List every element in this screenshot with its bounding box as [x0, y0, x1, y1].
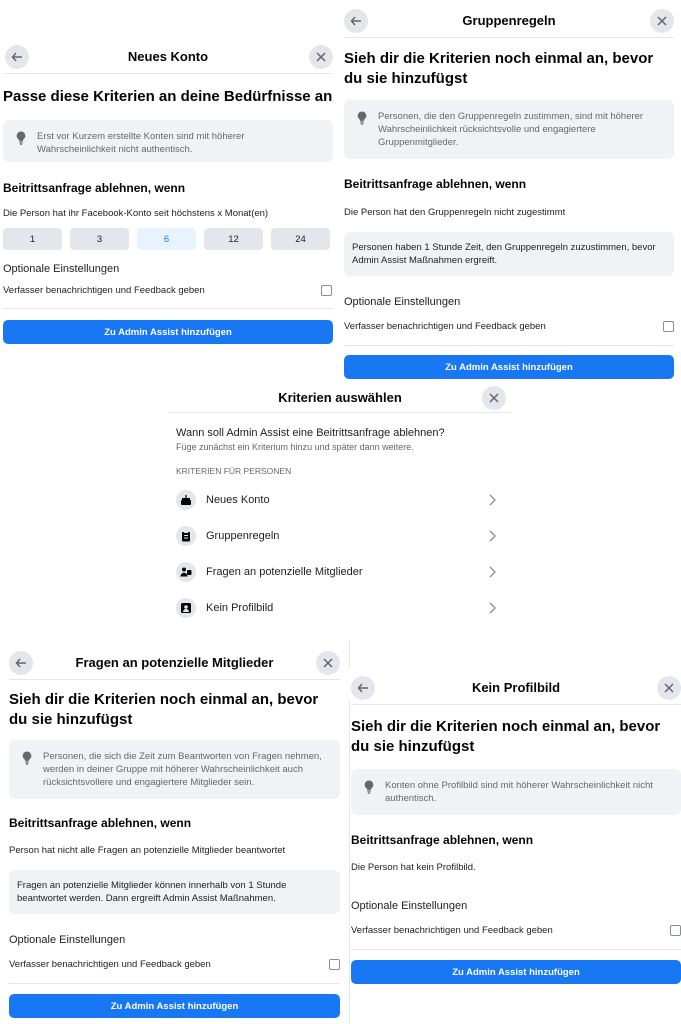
chevron-right-icon: [488, 494, 496, 506]
back-arrow-icon: [11, 51, 23, 63]
panel-select-criteria: [168, 383, 512, 633]
add-to-admin-assist-button[interactable]: Zu Admin Assist hinzufügen: [3, 320, 333, 344]
close-icon: [489, 393, 499, 403]
criterion-group-rules[interactable]: [176, 518, 500, 554]
person-question-icon: [176, 562, 196, 582]
separator-line: [349, 640, 350, 668]
page-heading: Sieh dir die Kriterien noch einmal an, bevor du sie hinzufügst: [9, 691, 319, 728]
notify-checkbox[interactable]: [670, 925, 681, 936]
panel-new-account: [3, 40, 333, 360]
notify-row: [9, 959, 340, 970]
header: [9, 646, 340, 680]
back-arrow-icon: [357, 682, 369, 694]
divider: [9, 983, 340, 984]
close-button[interactable]: [309, 45, 333, 69]
back-button[interactable]: [351, 676, 375, 700]
divider: [344, 345, 674, 346]
notify-row: [344, 321, 674, 332]
criterion-member-questions[interactable]: [176, 554, 500, 590]
notify-row: [3, 285, 333, 296]
chevron-right-icon: [488, 566, 496, 578]
close-button[interactable]: [316, 651, 340, 675]
close-icon: [664, 683, 674, 693]
month-selector: [3, 228, 333, 250]
cake-icon: [176, 490, 196, 510]
info-text: Erst vor Kurzem erstellte Konten sind mit höherer Wahrscheinlichkeit nicht authentisch.: [37, 131, 245, 155]
month-option-12[interactable]: 12: [204, 228, 263, 250]
optional-heading: Optionale Einstellungen: [3, 263, 120, 275]
decline-heading: Beitrittsanfrage ablehnen, wenn: [3, 181, 186, 195]
divider: [351, 949, 681, 950]
condition-text: Die Person hat ihr Facebook-Konto seit höchstens x Monat(en): [3, 208, 269, 219]
page-heading: Passe diese Kriterien an deine Bedürfnisse an: [3, 88, 333, 105]
criterion-label: Gruppenregeln: [206, 530, 280, 542]
panel-title: Neues Konto: [127, 49, 209, 64]
condition-text: Person hat nicht alle Fragen an potenzielle Mitglieder beantwortet: [9, 845, 286, 856]
close-button[interactable]: [650, 9, 674, 33]
info-text: Konten ohne Profilbild sind mit höherer Wahrscheinlichkeit nicht authentisch.: [385, 780, 653, 804]
notify-label: Verfasser benachrichtigen und Feedback geben: [351, 925, 553, 936]
page-heading: Sieh dir die Kriterien noch einmal an, bevor du sie hinzufügst: [344, 50, 654, 87]
back-arrow-icon: [350, 15, 362, 27]
criterion-new-account[interactable]: [176, 482, 500, 518]
decline-heading: Beitrittsanfrage ablehnen, wenn: [351, 833, 534, 847]
close-icon: [316, 52, 326, 62]
panel-title: Kein Profilbild: [471, 680, 561, 695]
notify-row: [351, 925, 681, 936]
notify-checkbox[interactable]: [663, 321, 674, 332]
notify-label: Verfasser benachrichtigen und Feedback geben: [3, 285, 205, 296]
page-heading: Sieh dir die Kriterien noch einmal an, bevor du sie hinzufügst: [351, 718, 661, 755]
header: [3, 40, 333, 74]
lightbulb-icon: [363, 780, 375, 794]
hint-text: Füge zunächst ein Kriterium hinzu und später dann weitere.: [176, 442, 414, 452]
question-text: Wann soll Admin Assist eine Beitrittsanfrage ablehnen?: [176, 427, 445, 439]
month-option-3[interactable]: 3: [70, 228, 129, 250]
add-to-admin-assist-button[interactable]: Zu Admin Assist hinzufügen: [344, 355, 674, 379]
optional-heading: Optionale Einstellungen: [344, 296, 461, 308]
criterion-label: Neues Konto: [206, 494, 270, 506]
clipboard-icon: [176, 526, 196, 546]
back-button[interactable]: [5, 45, 29, 69]
condition-text: Die Person hat den Gruppenregeln nicht zugestimmt: [344, 207, 566, 218]
close-button[interactable]: [482, 386, 506, 410]
optional-heading: Optionale Einstellungen: [9, 934, 126, 946]
note-box: Personen haben 1 Stunde Zeit, den Gruppenregeln zuzustimmen, bevor Admin Assist Maßnahmen ergreift.: [344, 232, 674, 276]
lightbulb-icon: [15, 131, 27, 145]
close-button[interactable]: [657, 676, 681, 700]
header: [344, 4, 674, 38]
decline-heading: Beitrittsanfrage ablehnen, wenn: [344, 177, 527, 191]
back-button[interactable]: [344, 9, 368, 33]
close-icon: [657, 16, 667, 26]
info-box: [351, 769, 681, 815]
info-box: [9, 740, 340, 799]
note-box: Fragen an potenzielle Mitglieder können innerhalb von 1 Stunde beantwortet werden. Dann ergreift Admin Assist Maßnahmen.: [9, 870, 340, 914]
back-button[interactable]: [9, 651, 33, 675]
panel-title: Kriterien auswählen: [278, 390, 402, 405]
criterion-label: Fragen an potenzielle Mitglieder: [206, 566, 363, 578]
info-box: [344, 100, 674, 159]
panel-member-questions: [9, 646, 340, 1020]
close-icon: [323, 658, 333, 668]
divider: [3, 308, 333, 309]
criterion-no-profile-picture[interactable]: [176, 590, 500, 626]
panel-no-profile-picture: [351, 671, 681, 991]
info-text: Personen, die sich die Zeit zum Beantworten von Fragen nehmen, werden in deiner Gruppe mit höherer Wahrscheinlichkeit auch rücksichtsvollere und engagiertere Mitglieder sein.: [43, 751, 322, 788]
condition-text: Die Person hat kein Profilbild.: [351, 862, 476, 873]
chevron-right-icon: [488, 602, 496, 614]
decline-heading: Beitrittsanfrage ablehnen, wenn: [9, 816, 192, 830]
back-arrow-icon: [15, 657, 27, 669]
notify-label: Verfasser benachrichtigen und Feedback geben: [344, 321, 546, 332]
header: [351, 671, 681, 705]
add-to-admin-assist-button[interactable]: Zu Admin Assist hinzufügen: [351, 960, 681, 984]
criterion-label: Kein Profilbild: [206, 602, 274, 614]
info-box: [3, 120, 333, 162]
month-option-1[interactable]: 1: [3, 228, 62, 250]
separator-line: [349, 700, 350, 1024]
add-to-admin-assist-button[interactable]: Zu Admin Assist hinzufügen: [9, 994, 340, 1018]
header: [168, 383, 512, 413]
chevron-right-icon: [488, 530, 496, 542]
panel-title: Gruppenregeln: [462, 13, 556, 28]
panel-title: Fragen an potenzielle Mitglieder: [75, 655, 274, 670]
lightbulb-icon: [21, 751, 33, 765]
notify-checkbox[interactable]: [329, 959, 340, 970]
panel-group-rules: [344, 4, 674, 376]
month-option-6[interactable]: 6: [137, 228, 196, 250]
section-label: KRITERIEN FÜR PERSONEN: [176, 466, 292, 476]
notify-checkbox[interactable]: [321, 285, 332, 296]
info-text: Personen, die den Gruppenregeln zustimmen, sind mit höherer Wahrscheinlichkeit rücksichtsvolle und engagiertere Gruppenmitglieder.: [378, 111, 644, 148]
lightbulb-icon: [356, 111, 368, 125]
profile-picture-icon: [176, 598, 196, 618]
notify-label: Verfasser benachrichtigen und Feedback geben: [9, 959, 211, 970]
optional-heading: Optionale Einstellungen: [351, 900, 468, 912]
criteria-list: [176, 482, 500, 626]
month-option-24[interactable]: 24: [271, 228, 330, 250]
